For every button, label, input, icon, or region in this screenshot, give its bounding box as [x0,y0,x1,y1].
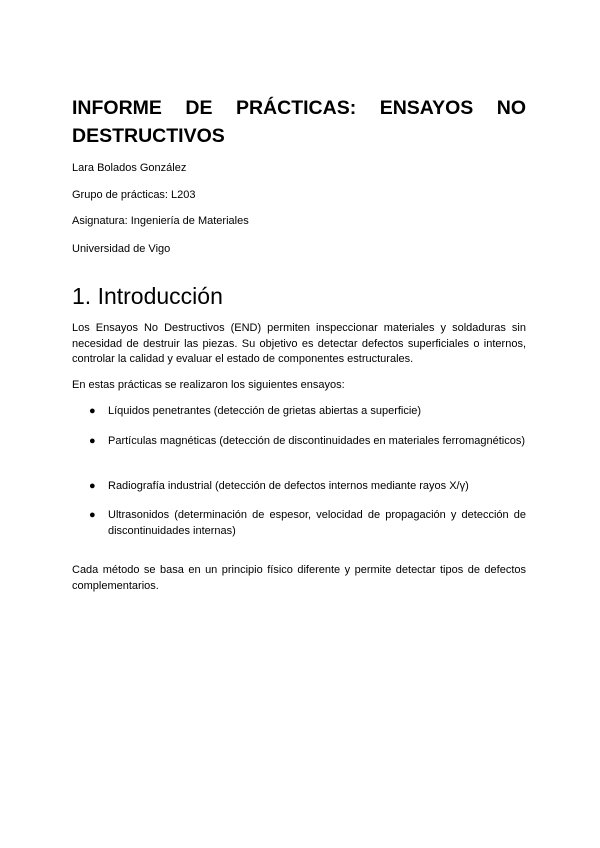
university-name: Universidad de Vigo [72,243,171,255]
intro-paragraph: Los Ensayos No Destructivos (END) permiten inspeccionar materiales y soldaduras sin necesidad de destruir las piezas. Su objetivo es detectar defectos superficiales o internos, controlar la calidad y evaluar el estado de componentes estructurales. [72,322,526,365]
bullet-icon: ● [89,405,96,417]
list-item-text: Ultrasonidos (determinación de espesor, velocidad de propagación y detección de discontinuidades internas) [108,509,526,537]
practice-group: Grupo de prácticas: L203 [72,189,196,201]
list-intro-paragraph: En estas prácticas se realizaron los siguientes ensayos: [72,379,345,391]
document-title: INFORME DE PRÁCTICAS: ENSAYOS NO DESTRUCTIVOS [72,97,526,147]
section-heading-introduccion: 1. Introducción [72,283,223,309]
list-item-text: Radiografía industrial (detección de defectos internos mediante rayos X/γ) [108,480,469,492]
conclusion-paragraph: Cada método se basa en un principio físico diferente y permite detectar tipos de defectos complementarios. [72,564,526,592]
subject-name: Asignatura: Ingeniería de Materiales [72,215,249,227]
list-item-text: Líquidos penetrantes (detección de grietas abiertas a superficie) [108,405,422,417]
bullet-icon: ● [89,435,96,447]
bullet-icon: ● [89,480,96,492]
bullet-icon: ● [89,509,96,521]
list-item-text: Partículas magnéticas (detección de discontinuidades en materiales ferromagnéticos) [108,435,525,447]
author-name: Lara Bolados González [72,162,187,174]
